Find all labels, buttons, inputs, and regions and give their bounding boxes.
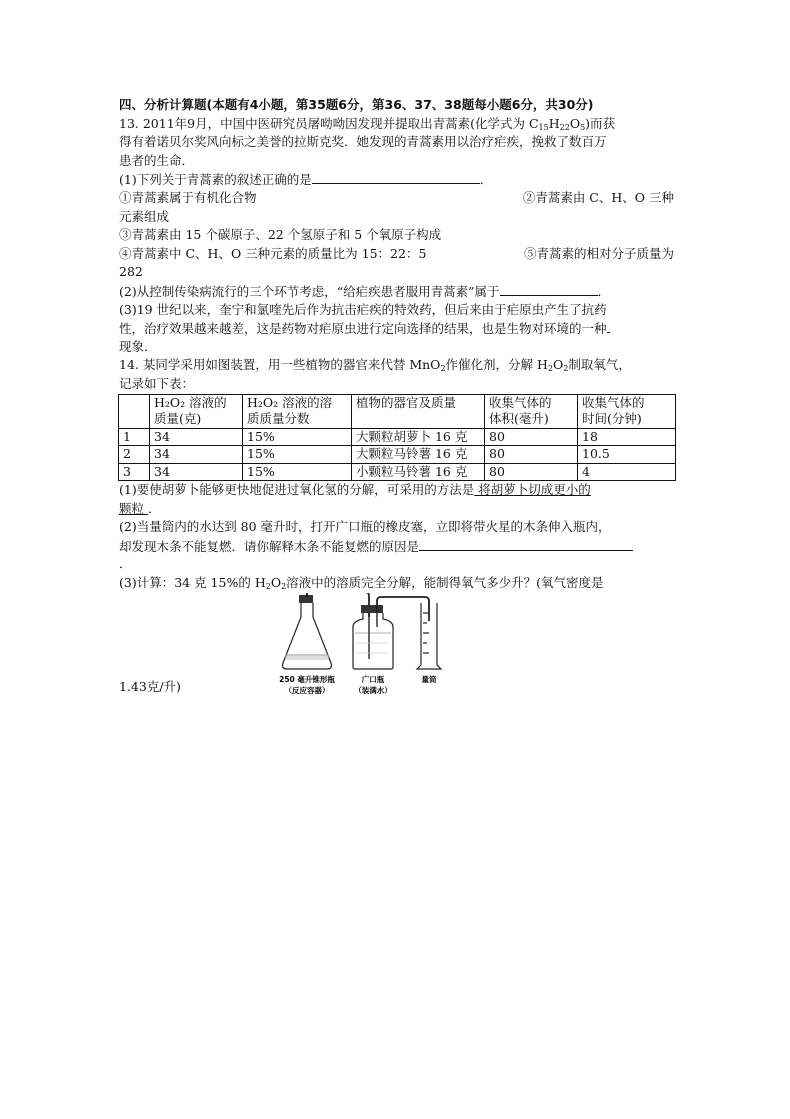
apparatus-figure-row bbox=[119, 593, 674, 697]
flask-label-sub: （反应容器） bbox=[284, 685, 330, 695]
exam-page bbox=[119, 96, 674, 697]
formula-o: O bbox=[569, 115, 581, 131]
table-header-row bbox=[119, 394, 676, 428]
q13-part3-text: 性，治疗效果越来越差，这是药物对疟原虫进行定向选择的结果，也是生物对环境的一种 bbox=[119, 321, 607, 337]
q13-part3-line3: 现象． bbox=[119, 338, 157, 354]
table-cell: 15% bbox=[243, 463, 352, 481]
q13-options-row4 bbox=[119, 245, 674, 264]
conical-flask bbox=[283, 595, 332, 669]
q14-part1-line1 bbox=[119, 481, 674, 500]
q13-part1-text: (1)下列关于青蒿素的叙述正确的是 bbox=[119, 172, 312, 188]
table-row bbox=[119, 428, 676, 446]
q14-part3-tail: 1.43克/升) bbox=[119, 678, 181, 694]
table-cell: 大颗粒胡萝卜 16 克 bbox=[352, 428, 485, 446]
q13-option5-cont: 282 bbox=[119, 264, 143, 280]
table-cell: 15% bbox=[243, 446, 352, 464]
q13-part2-text: (2)从控制传染病流行的三个环节考虑，“给疟疾患者服用青蒿素”属于 bbox=[119, 283, 500, 299]
formula-sub: 2 bbox=[265, 581, 271, 591]
q14-intro-line1 bbox=[119, 356, 674, 375]
option-3: ③青蒿素由 15 个碳原子、22 个氢原子和 5 个氧原子构成 bbox=[119, 227, 442, 243]
q14-intro-text: 作催化剂，分解 H bbox=[445, 357, 548, 373]
formula-sub: 2 bbox=[563, 364, 569, 374]
answer-blank[interactable] bbox=[419, 537, 633, 551]
table-row bbox=[119, 446, 676, 464]
q14-part3-text: 溶液中的溶质完全分解，能制得氧气多少升？(氧气密度是 bbox=[286, 574, 604, 590]
table-header-cell bbox=[119, 394, 150, 428]
q14-part1-end: ． bbox=[147, 500, 161, 516]
q14-part3-line1 bbox=[119, 574, 674, 593]
table-header-cell: 收集气体的 体积(毫升) bbox=[485, 394, 578, 428]
option-1: ①青蒿素属于有机化合物 bbox=[119, 189, 257, 205]
formula-sub: 2 bbox=[547, 364, 553, 374]
table-cell: 80 bbox=[485, 428, 578, 446]
table-cell: 18 bbox=[578, 428, 676, 446]
table-header-cell: H₂O₂ 溶液的溶 质质量分数 bbox=[243, 394, 352, 428]
table-header-cell: H₂O₂ 溶液的 质量(克) bbox=[150, 394, 243, 428]
table-row bbox=[119, 463, 676, 481]
table-cell: 小颗粒马铃薯 16 克 bbox=[352, 463, 485, 481]
q13-part1 bbox=[119, 170, 674, 189]
formula-sub: 22 bbox=[559, 122, 570, 132]
q14-part1-answer: 将胡萝卜切成更小的 bbox=[474, 482, 591, 497]
formula-sub: 2 bbox=[281, 581, 287, 591]
formula-sub: 5 bbox=[580, 122, 586, 132]
table-cell: 4 bbox=[578, 463, 676, 481]
table-header-cell: 收集气体的 时间(分钟) bbox=[578, 394, 676, 428]
q13-intro-line1 bbox=[119, 115, 674, 134]
q14-part2-text: 却发现木条不能复燃．请你解释木条不能复燃的原因是 bbox=[119, 538, 420, 554]
connecting-tube bbox=[307, 593, 369, 617]
table-cell: 3 bbox=[119, 463, 150, 481]
table-cell: 1 bbox=[119, 428, 150, 446]
bottle-label: 广口瓶 bbox=[361, 674, 385, 684]
q14-part1-answer: 颗粒 bbox=[119, 500, 148, 516]
q14-part2-line1: (2)当量筒内的水达到 80 毫升时，打开广口瓶的橡皮塞，立即将带火星的木条伸入瓶内， bbox=[119, 519, 611, 535]
bottle-label-sub: （装满水） bbox=[354, 685, 392, 695]
table-header-cell: 植物的器官及质量 bbox=[352, 394, 485, 428]
table-cell: 2 bbox=[119, 446, 150, 464]
q13-intro-line3: 患者的生命． bbox=[119, 152, 195, 168]
q13-part2 bbox=[119, 282, 674, 301]
q13-intro-line2: 得有着诺贝尔奖风向标之美誉的拉斯克奖．她发现的青蒿素用以治疗疟疾，挽救了数百万 bbox=[119, 134, 607, 150]
option-2: ②青蒿素由 C、H、O 三种 bbox=[522, 189, 674, 205]
option-5: ⑤青蒿素的相对分子质量为 bbox=[523, 245, 674, 261]
q14-part1-line2 bbox=[119, 500, 674, 519]
q13-part1-end: ． bbox=[479, 172, 493, 188]
q14-part1-text: (1)要使胡萝卜能够更快地促进过氧化氢的分解，可采用的方法是 bbox=[119, 482, 475, 497]
table-cell: 80 bbox=[485, 446, 578, 464]
flask-label: 250 毫升锥形瓶 bbox=[279, 674, 335, 684]
section-heading: 四、分析计算题(本题有4小题，第35题6分，第36、37、38题每小题6分，共30分) bbox=[119, 97, 594, 112]
q13-option2-cont: 元素组成 bbox=[119, 208, 170, 224]
q13-part2-end: ． bbox=[597, 283, 611, 299]
q13-intro-text: )而获 bbox=[585, 115, 616, 131]
q13-part3-line2 bbox=[119, 319, 674, 338]
q14-part2-line2 bbox=[119, 537, 674, 556]
q14-part3-text: (3)计算：34 克 15%的 H bbox=[119, 574, 266, 590]
table-cell: 80 bbox=[485, 463, 578, 481]
answer-blank[interactable] bbox=[500, 282, 598, 296]
table-cell: 34 bbox=[150, 428, 243, 446]
q14-intro-text: 制取氧气， bbox=[568, 357, 631, 373]
wide-mouth-bottle bbox=[353, 605, 393, 669]
q13-options-row1 bbox=[119, 189, 674, 208]
formula-sub: 15 bbox=[538, 122, 549, 132]
answer-blank[interactable] bbox=[312, 170, 480, 184]
q14-intro-line2: 记录如下表： bbox=[119, 375, 195, 391]
apparatus-diagram bbox=[277, 593, 507, 697]
q13-part3-line1: (3)19 世纪以来，奎宁和氯喹先后作为抗击疟疾的特效药，但后来由于疟原虫产生了抗药 bbox=[119, 301, 607, 317]
formula-sub: 2 bbox=[440, 364, 446, 374]
answer-blank[interactable] bbox=[607, 319, 610, 333]
table-cell: 大颗粒马铃薯 16 克 bbox=[352, 446, 485, 464]
cylinder-label: 量筒 bbox=[421, 674, 437, 684]
q14-part2-end: ． bbox=[119, 556, 132, 572]
q14-intro-text: 14. 某同学采用如图装置，用一些植物的器官来代替 MnO bbox=[119, 357, 441, 373]
q14-intro-text: O bbox=[553, 357, 564, 373]
q13-intro-text: 13. 2011年9月，中国中医研究员屠呦呦因发现并提取出青蒿素(化学式为 C bbox=[119, 115, 539, 131]
q14-part3-text: O bbox=[270, 574, 282, 590]
graduated-cylinder bbox=[417, 603, 441, 669]
option-4: ④青蒿素中 C、H、O 三种元素的质量比为 15：22：5 bbox=[119, 245, 427, 261]
table-cell: 34 bbox=[150, 463, 243, 481]
experiment-table bbox=[118, 394, 676, 482]
formula-h: H bbox=[548, 115, 560, 131]
table-cell: 15% bbox=[243, 428, 352, 446]
table-cell: 34 bbox=[150, 446, 243, 464]
table-cell: 10.5 bbox=[578, 446, 676, 464]
